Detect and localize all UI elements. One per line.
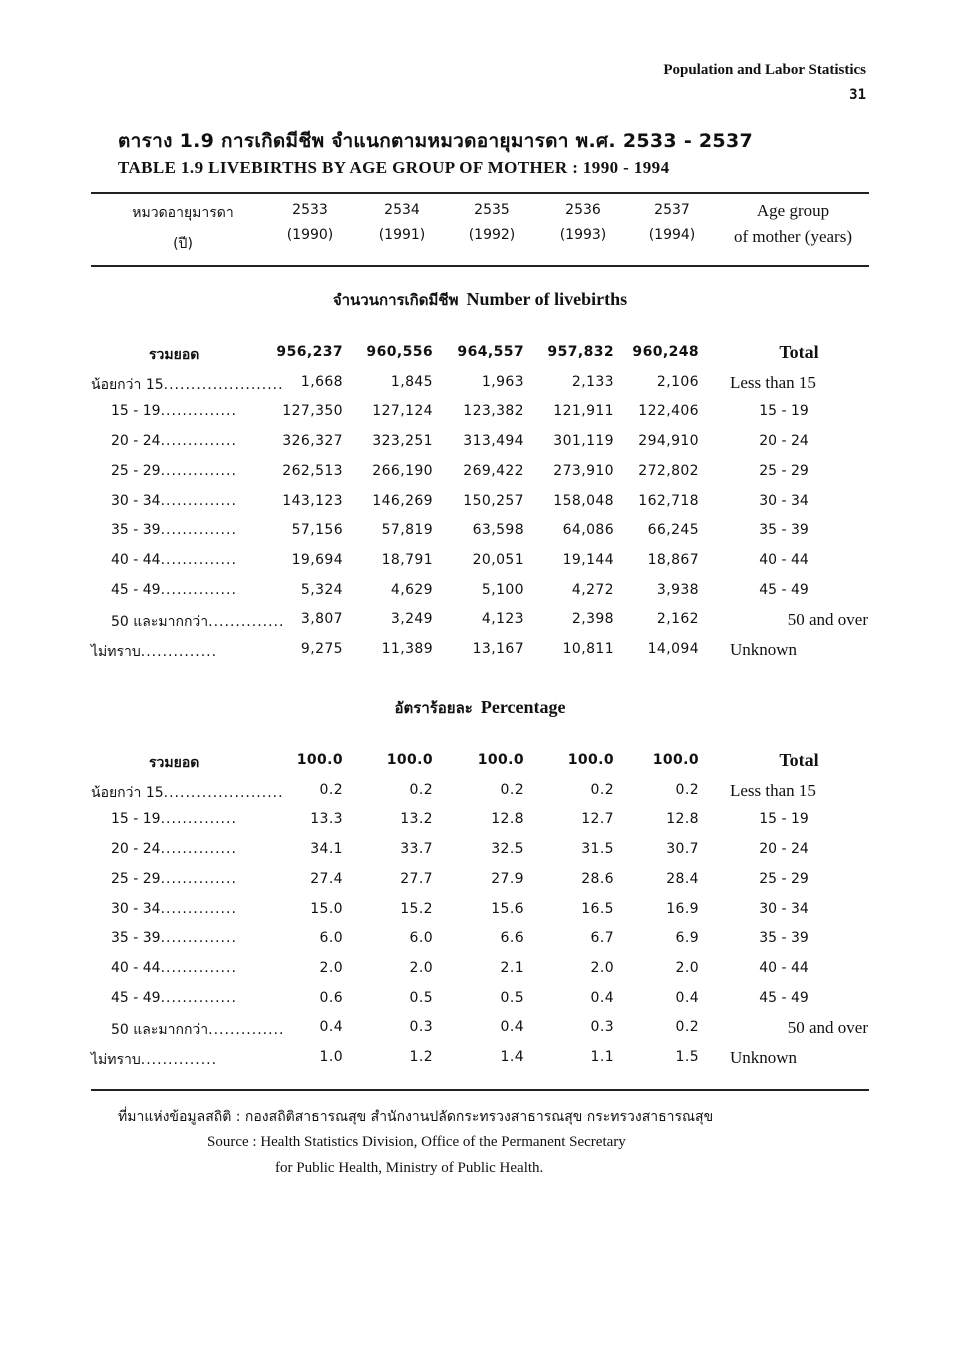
row-label-english: 20 - 24 [759, 841, 809, 858]
value-cell: 30.7 [666, 841, 699, 858]
value-cell: 2.0 [409, 959, 433, 976]
value-cell: 6.9 [675, 930, 699, 947]
leader-dots: .............. [160, 462, 237, 479]
year-be: 2534 [384, 202, 420, 218]
section-title-english: Percentage [480, 697, 566, 717]
value-cell: 3,249 [390, 611, 433, 628]
value-cell: 313,494 [463, 433, 524, 450]
value-cell: 28.4 [666, 870, 699, 887]
row-label-text: น้อยกว่า 15 [91, 784, 164, 801]
value-cell: 960,248 [632, 344, 699, 360]
value-cell: 150,257 [463, 492, 524, 509]
row-label-thai [111, 403, 237, 419]
row-label-text: 40 - 44 [111, 959, 161, 976]
value-cell: 0.6 [319, 989, 343, 1006]
year-ce: (1993) [559, 227, 607, 243]
value-cell: 27.9 [491, 870, 524, 887]
year-be: 2537 [654, 202, 690, 218]
row-label-english: 40 - 44 [759, 551, 809, 568]
value-cell: 6.0 [409, 930, 433, 947]
value-cell: 294,910 [638, 433, 699, 450]
row-label-thai [111, 841, 237, 857]
row-label-english: 20 - 24 [759, 433, 809, 450]
leader-dots: .............. [160, 989, 237, 1006]
value-cell: 0.5 [500, 989, 524, 1006]
value-cell: 57,156 [291, 522, 343, 539]
value-cell: 127,350 [282, 403, 343, 420]
row-label-english: Total [779, 342, 819, 362]
value-cell: 18,791 [381, 551, 433, 568]
column-header-age-group-english [718, 201, 868, 247]
table-row [91, 611, 869, 635]
value-cell: 34.1 [310, 841, 343, 858]
value-cell: 3,807 [300, 611, 343, 628]
column-header-label: หมวดอายุมารดา [132, 205, 234, 221]
source-note-thai: ที่มาแห่งข้อมูลสถิติ : กองสถิติสาธารณสุข สำนักงานปลัดกระทรวงสาธารณสุข กระทรวงสาธารณสุข [118, 1109, 714, 1125]
value-cell: 2,106 [656, 373, 699, 390]
value-cell: 19,144 [562, 551, 614, 568]
row-label-text: 30 - 34 [111, 900, 161, 917]
value-cell: 14,094 [647, 641, 699, 657]
value-cell: 0.2 [675, 1019, 699, 1036]
value-cell: 0.4 [319, 1019, 343, 1036]
value-cell: 12.7 [581, 811, 614, 828]
value-cell: 12.8 [491, 811, 524, 828]
leader-dots: .............. [160, 870, 237, 887]
table-row [91, 374, 869, 398]
row-label-english: 30 - 34 [759, 900, 809, 917]
page-number: 31 [849, 87, 866, 103]
value-cell: 1.5 [675, 1049, 699, 1065]
value-cell: 0.4 [590, 989, 614, 1006]
leader-dots: .............. [160, 930, 237, 947]
value-cell: 13.3 [310, 811, 343, 828]
column-header-year [452, 202, 532, 243]
value-cell: 123,382 [463, 403, 524, 420]
row-label-text: 30 - 34 [111, 492, 161, 509]
table-row [91, 930, 869, 954]
row-label-english: 35 - 39 [759, 930, 809, 947]
value-cell: 100.0 [567, 752, 614, 768]
value-cell: 27.7 [400, 870, 433, 887]
value-cell: 20,051 [472, 551, 524, 568]
row-label-thai [149, 752, 199, 774]
row-label-text: 40 - 44 [111, 551, 161, 568]
row-label-text: 15 - 19 [111, 403, 161, 420]
row-label-text: 15 - 19 [111, 811, 161, 828]
row-label-text: 35 - 39 [111, 522, 161, 539]
table-row [91, 433, 869, 457]
value-cell: 15.2 [400, 900, 433, 917]
value-cell: 2,162 [656, 611, 699, 628]
value-cell: 0.5 [409, 989, 433, 1006]
value-cell: 28.6 [581, 870, 614, 887]
table-row [91, 403, 869, 427]
value-cell: 2.1 [500, 959, 524, 976]
value-cell: 16.9 [666, 900, 699, 917]
value-cell: 146,269 [372, 492, 433, 509]
row-label-english: 40 - 44 [759, 959, 809, 976]
value-cell: 960,556 [366, 344, 433, 360]
row-label-thai [111, 901, 237, 917]
value-cell: 2.0 [675, 959, 699, 976]
row-label-thai [111, 990, 237, 1006]
table-row [91, 1019, 869, 1043]
table-row [91, 522, 869, 546]
row-label-text: รวมยอด [149, 347, 200, 363]
section-title-thai: อัตราร้อยละ [394, 699, 473, 717]
value-cell: 964,557 [457, 344, 524, 360]
value-cell: 1,963 [481, 373, 524, 390]
value-cell: 121,911 [553, 403, 614, 420]
value-cell: 6.0 [319, 930, 343, 947]
value-cell: 5,324 [300, 581, 343, 598]
value-cell: 323,251 [372, 433, 433, 450]
row-label-thai [111, 522, 237, 538]
value-cell: 6.6 [500, 930, 524, 947]
year-be: 2533 [292, 202, 328, 218]
row-label-english: 25 - 29 [759, 462, 809, 479]
value-cell: 127,124 [372, 403, 433, 420]
table-row [91, 493, 869, 517]
row-label-thai [149, 344, 199, 366]
row-label-thai [111, 960, 237, 976]
value-cell: 100.0 [477, 752, 524, 768]
year-ce: (1994) [648, 227, 696, 243]
value-cell: 57,819 [381, 522, 433, 539]
row-label-text: ไม่ทราบ [91, 644, 141, 660]
table-row [91, 960, 869, 984]
row-label-english: 50 and over [787, 610, 868, 630]
value-cell: 1,668 [300, 373, 343, 390]
row-label-english: Total [779, 750, 819, 770]
leader-dots: .............. [140, 644, 218, 660]
value-cell: 0.2 [675, 781, 699, 798]
year-be: 2536 [565, 202, 601, 218]
table-row [91, 641, 869, 665]
value-cell: 4,123 [481, 611, 524, 628]
row-label-thai [91, 641, 217, 663]
section-title-english: Number of livebirths [466, 289, 628, 309]
value-cell: 5,100 [481, 581, 524, 598]
leader-dots: .............. [160, 959, 237, 976]
value-cell: 0.2 [590, 781, 614, 798]
row-label-text: 25 - 29 [111, 870, 161, 887]
row-label-thai [111, 433, 237, 449]
table-row [91, 782, 869, 806]
table-row [91, 552, 869, 576]
column-header-unit: (ปี) [173, 236, 193, 252]
row-label-english: 45 - 49 [759, 581, 809, 598]
leader-dots: ...................... [163, 784, 284, 801]
source-note-english-cont: for Public Health, Ministry of Public Health. [275, 1160, 544, 1176]
header-rule [91, 265, 869, 267]
year-be: 2535 [474, 202, 510, 218]
year-ce: (1991) [378, 227, 426, 243]
row-label-english: Unknown [730, 1048, 798, 1067]
column-header-year [270, 202, 350, 243]
year-ce: (1990) [286, 227, 334, 243]
column-header-year [632, 202, 712, 243]
value-cell: 2,398 [571, 611, 614, 628]
value-cell: 122,406 [638, 403, 699, 420]
row-label-text: รวมยอด [149, 755, 200, 771]
row-label-text: 20 - 24 [111, 433, 161, 450]
row-label-text: 45 - 49 [111, 581, 161, 598]
value-cell: 0.3 [590, 1019, 614, 1036]
value-cell: 266,190 [372, 462, 433, 479]
value-cell: 33.7 [400, 841, 433, 858]
column-header-year [543, 202, 623, 243]
section-number-of-livebirths [91, 288, 869, 671]
row-label-english: Less than 15 [730, 372, 816, 392]
value-cell: 13,167 [472, 641, 524, 657]
value-cell: 100.0 [296, 752, 343, 768]
value-cell: 326,327 [282, 433, 343, 450]
value-cell: 4,629 [390, 581, 433, 598]
section-title [91, 696, 869, 720]
value-cell: 1.1 [590, 1049, 614, 1065]
section-percentage [91, 696, 869, 1079]
row-label-text: ไม่ทราบ [91, 1052, 141, 1068]
table-row [91, 871, 869, 895]
leader-dots: ...................... [163, 376, 284, 393]
row-label-thai [91, 1049, 217, 1071]
row-label-text: น้อยกว่า 15 [91, 376, 164, 393]
value-cell: 15.6 [491, 900, 524, 917]
value-cell: 15.0 [310, 900, 343, 917]
row-label-text: 50 และมากกว่า [111, 614, 209, 631]
leader-dots: .............. [208, 1022, 285, 1039]
value-cell: 162,718 [638, 492, 699, 509]
table-row [91, 811, 869, 835]
value-cell: 956,237 [276, 344, 343, 360]
section-title [91, 288, 869, 312]
value-cell: 3,938 [656, 581, 699, 598]
row-label-english: 45 - 49 [759, 989, 809, 1006]
value-cell: 32.5 [491, 841, 524, 858]
bottom-rule [91, 1089, 869, 1091]
table-row [91, 841, 869, 865]
row-label-text: 25 - 29 [111, 462, 161, 479]
leader-dots: .............. [160, 581, 237, 598]
row-label-thai [111, 811, 237, 827]
source-note-english: Source : Health Statistics Division, Office of the Permanent Secretary [207, 1134, 626, 1150]
value-cell: 9,275 [300, 641, 343, 657]
leader-dots: .............. [160, 522, 237, 539]
leader-dots: .............. [160, 492, 237, 509]
value-cell: 19,694 [291, 551, 343, 568]
value-cell: 4,272 [571, 581, 614, 598]
leader-dots: .............. [208, 614, 285, 631]
value-cell: 0.4 [500, 1019, 524, 1036]
leader-dots: .............. [160, 811, 237, 828]
table-row [91, 582, 869, 606]
value-cell: 100.0 [386, 752, 433, 768]
leader-dots: .............. [160, 433, 237, 450]
row-label-english: 35 - 39 [759, 522, 809, 539]
leader-dots: .............. [140, 1052, 218, 1068]
value-cell: 158,048 [553, 492, 614, 509]
value-cell: 1,845 [390, 373, 433, 390]
row-label-thai [111, 930, 237, 946]
column-header-label-en: Age group [756, 201, 830, 220]
value-cell: 2.0 [319, 959, 343, 976]
value-cell: 0.4 [675, 989, 699, 1006]
value-cell: 64,086 [562, 522, 614, 539]
value-cell: 262,513 [282, 462, 343, 479]
leader-dots: .............. [160, 551, 237, 568]
row-label-english: 30 - 34 [759, 492, 809, 509]
value-cell: 12.8 [666, 811, 699, 828]
value-cell: 100.0 [652, 752, 699, 768]
value-cell: 6.7 [590, 930, 614, 947]
section-title-thai: จำนวนการเกิดมีชีพ [332, 291, 459, 309]
column-header-year [362, 202, 442, 243]
value-cell: 66,245 [647, 522, 699, 539]
year-ce: (1992) [468, 227, 516, 243]
row-label-thai [111, 582, 237, 598]
top-rule [91, 192, 869, 194]
row-label-english: Unknown [730, 640, 798, 659]
row-label-thai [111, 871, 237, 887]
value-cell: 13.2 [400, 811, 433, 828]
row-label-thai [111, 552, 237, 568]
value-cell: 18,867 [647, 551, 699, 568]
row-label-text: 35 - 39 [111, 930, 161, 947]
row-label-text: 20 - 24 [111, 841, 161, 858]
table-row [91, 463, 869, 487]
row-label-text: 50 และมากกว่า [111, 1022, 209, 1039]
value-cell: 0.2 [319, 781, 343, 798]
value-cell: 272,802 [638, 462, 699, 479]
column-header-unit-en: of mother (years) [733, 227, 852, 246]
row-label-english: Less than 15 [730, 780, 816, 800]
value-cell: 16.5 [581, 900, 614, 917]
value-cell: 1.0 [319, 1049, 343, 1065]
value-cell: 27.4 [310, 870, 343, 887]
table-row [91, 901, 869, 925]
value-cell: 2.0 [590, 959, 614, 976]
value-cell: 269,422 [463, 462, 524, 479]
row-label-text: 45 - 49 [111, 989, 161, 1006]
leader-dots: .............. [160, 403, 237, 420]
value-cell: 31.5 [581, 841, 614, 858]
value-cell: 0.3 [409, 1019, 433, 1036]
value-cell: 1.2 [409, 1049, 433, 1065]
leader-dots: .............. [160, 841, 237, 858]
leader-dots: .............. [160, 900, 237, 917]
value-cell: 957,832 [547, 344, 614, 360]
value-cell: 143,123 [282, 492, 343, 509]
value-cell: 11,389 [381, 641, 433, 657]
value-cell: 0.2 [500, 781, 524, 798]
value-cell: 10,811 [562, 641, 614, 657]
table-title-thai: ตาราง 1.9 การเกิดมีชีพ จำแนกตามหมวดอายุมารดา พ.ศ. 2533 - 2537 [118, 130, 753, 152]
table-row [91, 344, 869, 368]
value-cell: 273,910 [553, 462, 614, 479]
column-header-age-group-thai [118, 202, 248, 255]
row-label-english: 25 - 29 [759, 870, 809, 887]
publication-title: Population and Labor Statistics [663, 62, 866, 78]
row-label-english: 15 - 19 [759, 811, 809, 828]
table-row [91, 990, 869, 1014]
table-title-english: TABLE 1.9 LIVEBIRTHS BY AGE GROUP OF MOTHER : 1990 - 1994 [118, 158, 670, 177]
row-label-english: 15 - 19 [759, 403, 809, 420]
value-cell: 0.2 [409, 781, 433, 798]
table-row [91, 752, 869, 776]
row-label-english: 50 and over [787, 1018, 868, 1038]
value-cell: 2,133 [571, 373, 614, 390]
row-label-thai [111, 463, 237, 479]
value-cell: 301,119 [553, 433, 614, 450]
row-label-thai [111, 493, 237, 509]
table-row [91, 1049, 869, 1073]
value-cell: 1.4 [500, 1049, 524, 1065]
value-cell: 63,598 [472, 522, 524, 539]
